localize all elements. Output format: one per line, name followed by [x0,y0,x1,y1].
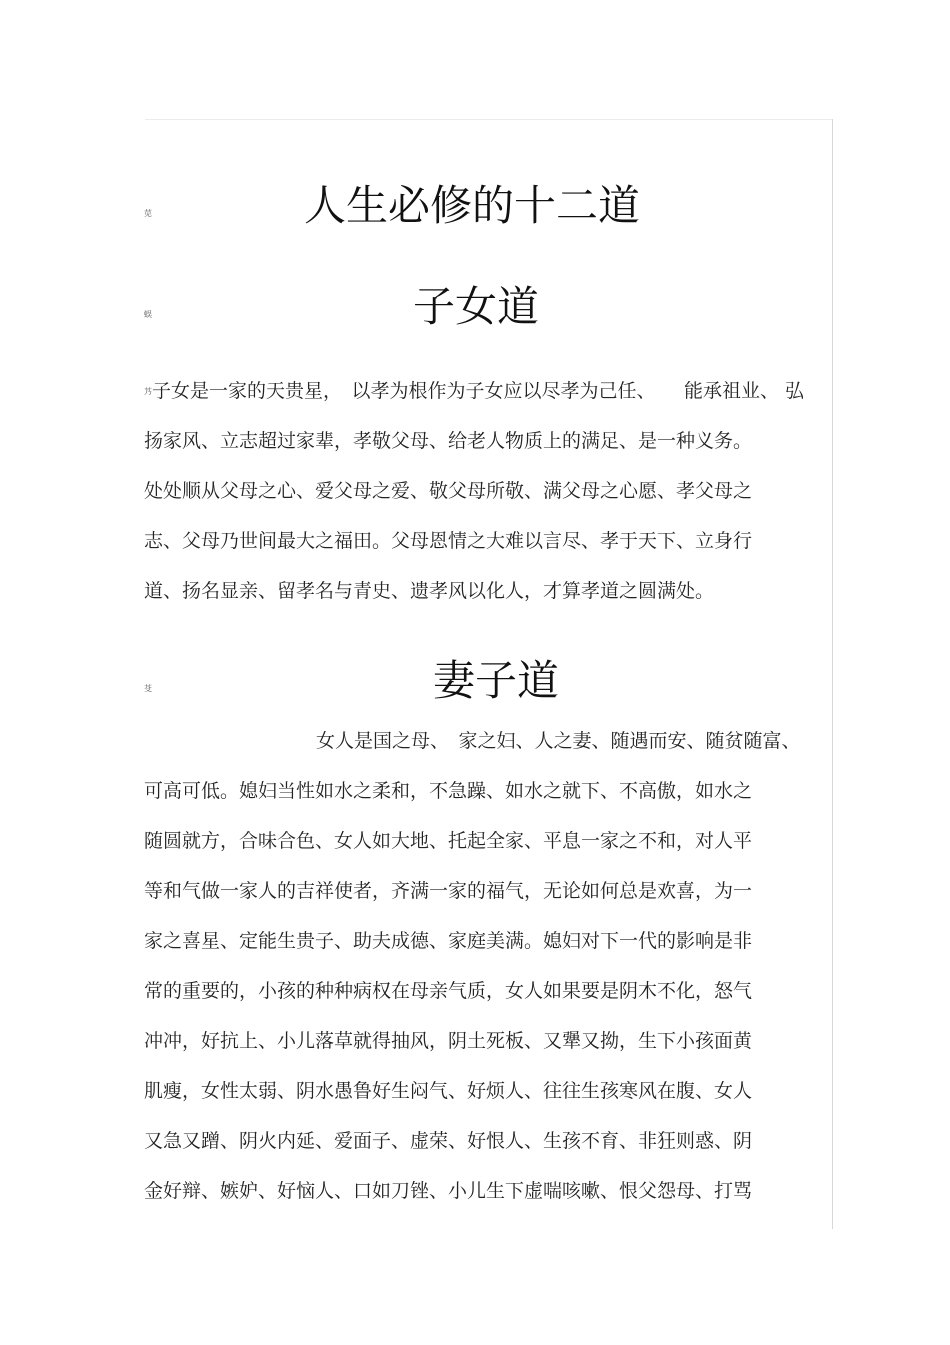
section-body-wife [144,716,834,1216]
margin-marker: 蜈 [144,310,152,319]
margin-marker: 芟 [144,684,152,693]
text-line: 处处顺从父母之心、爱父母之爱、敬父母所敬、满父母之心愿、孝父母之 [144,480,753,502]
text-line: 冲冲，好抗上、小儿落草就得抽风，阴土死板、又犟又拗，生下小孩面黄 [144,1030,753,1052]
text-line: 金好辩、嫉妒、好恼人、口如刀锉、小儿生下虚喘咳嗽、恨父怨母、打骂 [144,1180,753,1202]
text-line: 志、父母乃世间最大之福田。父母恩情之大难以言尽、孝于天下、立身行 [144,530,753,552]
document-title: 人生必修的十二道 [304,181,641,230]
section-heading-wife: 妻子道 [433,656,560,705]
text-line: 随圆就方，合味合色、女人如大地、托起全家、平息一家之不和，对人平 [144,830,753,852]
text-line [144,366,834,416]
section-heading-children: 子女道 [413,282,540,331]
text-line: 又急又蹭、阴火内延、爱面子、虚荣、好恨人、生孩不育、非狂则惑、阴 [144,1130,753,1152]
page-frame-top-border [145,119,833,120]
text-line: 可高可低。媳妇当性如水之柔和，不急躁、如水之就下、不高傲，如水之 [144,780,753,802]
margin-marker: 苋 [144,209,152,218]
text-line-content: 女人是国之母、 家之妇、人之妻、随遇而安、随贫随富、 [316,730,801,752]
section-body-children [144,366,834,616]
text-line: 家之喜星、定能生贵子、助夫成德、家庭美满。媳妇对下一代的影响是非 [144,930,753,952]
text-line: 扬家风、立志超过家辈，孝敬父母、给老人物质上的满足、是一种义务。 [144,430,753,452]
text-line: 道、扬名显亲、留孝名与青史、遗孝风以化人，才算孝道之圆满处。 [144,580,715,602]
text-line-content: 子女是一家的天贵星， 以孝为根作为子女应以尽孝为己任、 能承祖业、 弘 [152,380,805,402]
text-line: 常的重要的，小孩的种种病权在母亲气质，女人如果要是阴木不化，怒气 [144,980,753,1002]
text-line: 肌瘦，女性太弱、阴水愚鲁好生闷气、好烦人、往往生孩寒风在腹、女人 [144,1080,753,1102]
lead-marker: 艿 [144,387,152,396]
text-line [144,716,834,766]
text-line: 等和气做一家人的吉祥使者，齐满一家的福气，无论如何总是欢喜，为一 [144,880,753,902]
